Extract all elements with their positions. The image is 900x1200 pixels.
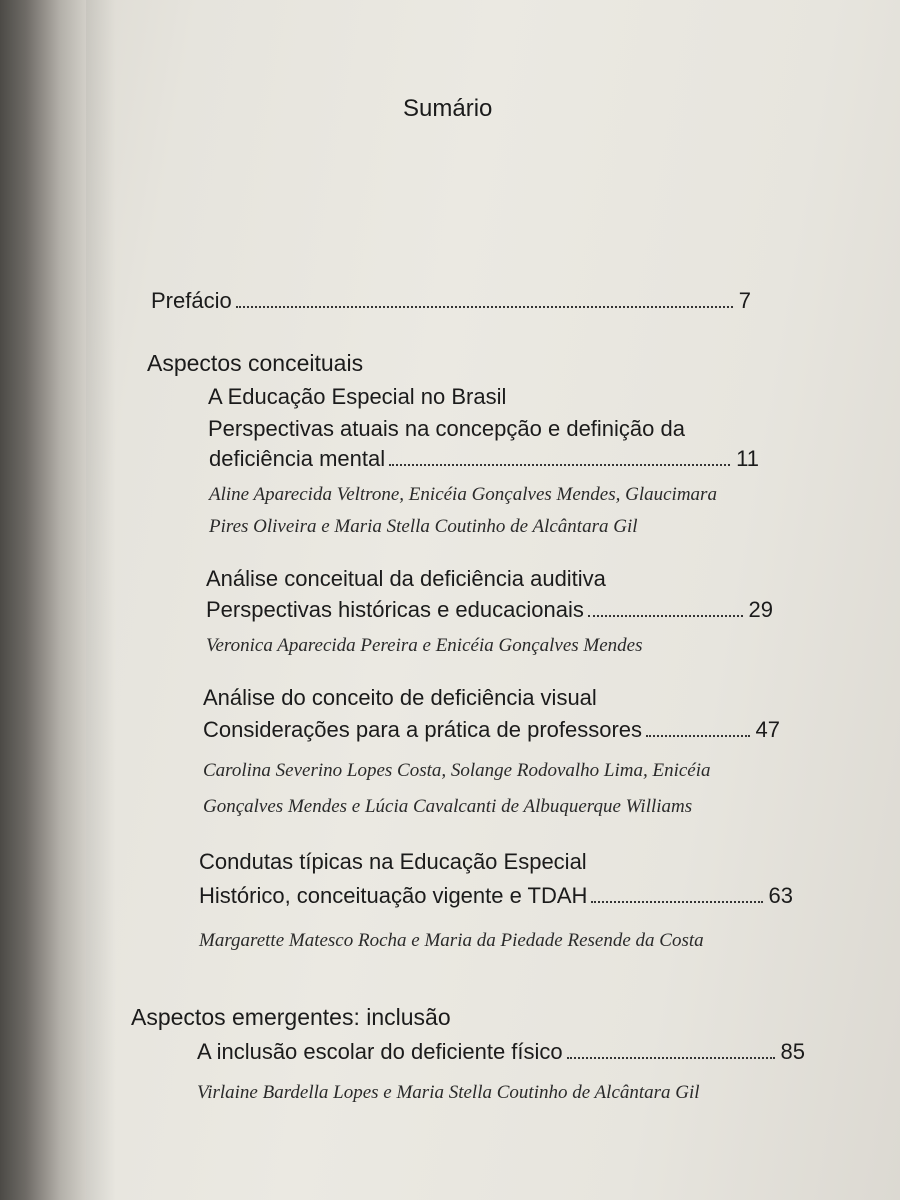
dot-leader bbox=[567, 1057, 775, 1059]
chapter-authors: Veronica Aparecida Pereira e Enicéia Gonçalves Mendes bbox=[206, 635, 643, 656]
chapter-authors: Margarette Matesco Rocha e Maria da Piedade Resende da Costa bbox=[199, 930, 704, 951]
page-number: 29 bbox=[748, 597, 773, 622]
chapter-authors: Aline Aparecida Veltrone, Enicéia Gonçalves Mendes, Glaucimara bbox=[209, 484, 717, 505]
chapter-authors: Virlaine Bardella Lopes e Maria Stella Coutinho de Alcântara Gil bbox=[197, 1082, 700, 1103]
chapter-title-line: Análise do conceito de deficiência visual bbox=[203, 685, 597, 710]
chapter-title-line: Histórico, conceituação vigente e TDAH bbox=[199, 883, 588, 908]
page-shadow bbox=[86, 0, 116, 1200]
chapter-title-line: deficiência mental bbox=[209, 446, 386, 471]
page-number: 7 bbox=[738, 288, 751, 313]
page-number: 47 bbox=[755, 717, 780, 742]
section-heading: Aspectos emergentes: inclusão bbox=[131, 1004, 451, 1030]
chapter-authors: Pires Oliveira e Maria Stella Coutinho de Alcântara Gil bbox=[209, 516, 638, 537]
toc-entry bbox=[197, 1039, 805, 1065]
chapter-authors: Carolina Severino Lopes Costa, Solange Rodovalho Lima, Enicéia bbox=[203, 760, 711, 781]
page-title: Sumário bbox=[403, 95, 493, 122]
page-number: 85 bbox=[780, 1039, 805, 1064]
page-number: 63 bbox=[768, 883, 793, 908]
dot-leader bbox=[236, 306, 733, 308]
toc-entry bbox=[199, 883, 793, 909]
toc-entry bbox=[209, 446, 759, 472]
dot-leader bbox=[389, 464, 730, 466]
toc-entry-title: Prefácio bbox=[151, 288, 232, 313]
toc-entry bbox=[206, 597, 773, 623]
page-number: 11 bbox=[736, 446, 759, 471]
chapter-title-line: Análise conceitual da deficiência auditiva bbox=[206, 566, 606, 591]
chapter-title-line: Perspectivas atuais na concepção e definição da bbox=[208, 416, 685, 441]
dot-leader bbox=[591, 901, 762, 903]
section-heading: Aspectos conceituais bbox=[147, 350, 364, 376]
toc-entry bbox=[203, 717, 780, 743]
dot-leader bbox=[588, 615, 743, 617]
chapter-title-line: Condutas típicas na Educação Especial bbox=[199, 849, 587, 874]
book-binding bbox=[0, 0, 86, 1200]
chapter-title-line: Perspectivas históricas e educacionais bbox=[206, 597, 584, 622]
chapter-title-line: A inclusão escolar do deficiente físico bbox=[197, 1039, 563, 1064]
chapter-title-line: A Educação Especial no Brasil bbox=[208, 384, 507, 409]
dot-leader bbox=[646, 735, 749, 737]
chapter-authors: Gonçalves Mendes e Lúcia Cavalcanti de Albuquerque Williams bbox=[203, 796, 693, 817]
toc-entry-preface bbox=[151, 288, 751, 314]
chapter-title-line: Considerações para a prática de professores bbox=[203, 717, 643, 742]
